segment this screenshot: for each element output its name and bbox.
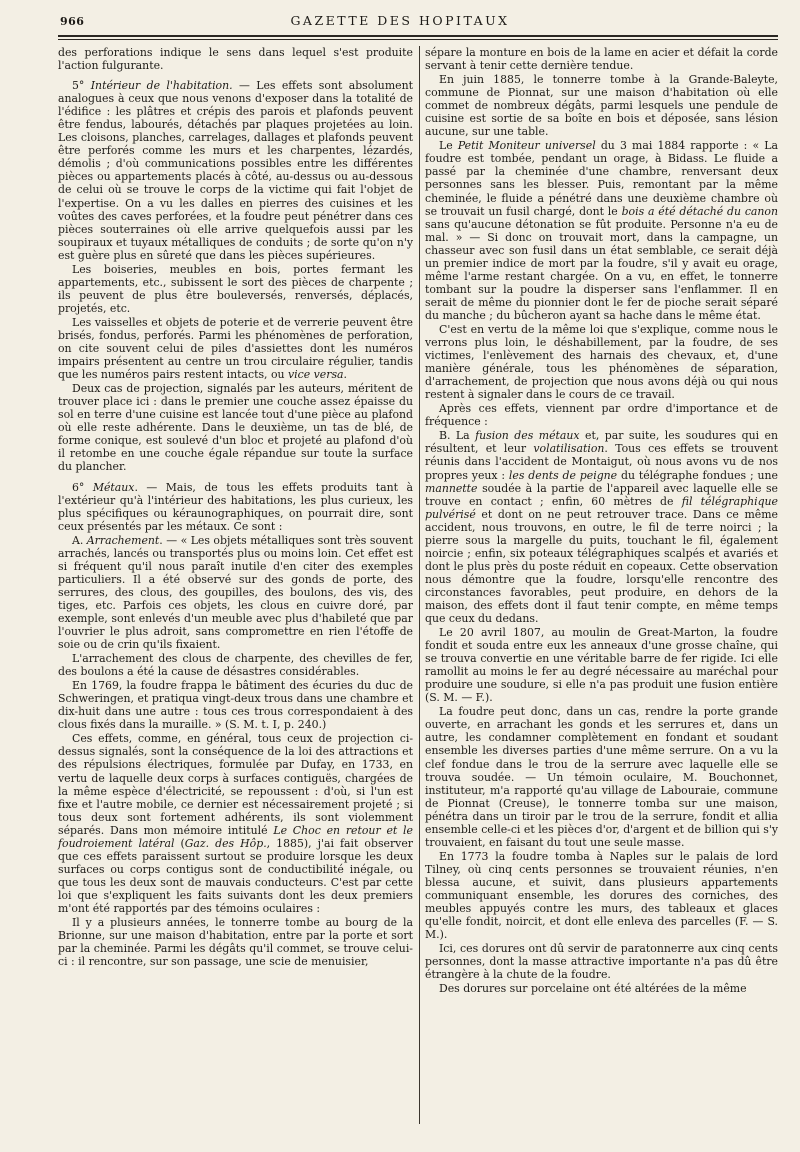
paragraph-text: soudée à la partie de l'appareil avec laquelle elle se trouve en contact ; enfin, 60 mètres de	[425, 481, 778, 508]
paragraph	[58, 534, 413, 651]
subsection-title: Arrachement	[86, 533, 160, 547]
paragraph	[425, 139, 778, 322]
section-title: Intérieur de l'habitation.	[90, 79, 233, 93]
paragraph-text: (	[174, 836, 185, 850]
header-rule	[58, 35, 778, 40]
paragraph	[58, 79, 413, 262]
right-column	[425, 46, 778, 996]
paragraph: La foudre peut donc, dans un cas, rendre la porte grande ouverte, en arrachant les gonds et les serrures et, dans un autre, les condamner complètement en fondant et soudant ensemble les diverses parties d'une même serrure. On a vu la clef fondue dans le trou de la serrure avec laquelle elle se trouva soudée. — Un témoin oculaire, M. Bouchonnet, instituteur, m'a rapporté qu'au village de Labouraie, commune de Pionnat (Creuse), le tonnerre tomba sur une maison, pénétra dans un tiroir par le trou de la serrure, fondit et allia ensemble celle-ci et les pièces d'or, d'argent et de billion qui s'y trouvaient, en faisant du tout une seule masse.	[425, 705, 778, 849]
paragraph-text: — Les effets sont absolument analogues à ceux que nous venons d'exposer dans la totalité de l'édifice : les plâtres et crépis des parois et plafonds peuvent être fendus, labourés, détachés par plaques projetées au loin. Les cloisons, planches, carrelages, dallages et plafonds peuvent être perforés comme les murs et les charpentes, lézardés, démolis ; d'où communications possibles entre les différentes pièces ou appartements placés à côté, au-dessus ou au-dessous de celui où se trouve le corps de la victime qui fait l'objet de l'expertise. On a vu les dalles en pierres des cuisines et les voûtes des caves perforées, et la foudre peut pénétrer dans ces pièces souterraines où elle arrive quelquefois aussi par les soupiraux et tuyaux métalliques de conduits ; de sorte qu'on n'y est guère plus en sûreté que dans les pièces supérieures.	[58, 79, 413, 262]
paragraph: Il y a plusieurs années, le tonnerre tombe au bourg de la Brionne, sur une maison d'habitation, entre par la porte et sort par la cheminée. Parmi les dégâts qu'il commet, se trouve celui-ci : il rencontre, sur son passage, une scie de menuisier,	[58, 916, 413, 969]
paragraph: Ici, ces dorures ont dû servir de paratonnerre aux cinq cents personnes, dont la masse attractive importante n'a pas dû être étrangère à la chute de la foudre.	[425, 942, 778, 982]
subsection-letter: A.	[72, 533, 87, 547]
paragraph-text: du 3 mai 1884 rapporte : « La foudre est tombée, pendant un orage, à Bidass. Le fluide a passé par la cheminée d'une chambre, renversant deux personnes sans les blesser. Puis, remontant par la même cheminée, le fluide a pénétré dans une deuxième chambre où se trouvait un fusil chargé, dont le	[425, 139, 778, 218]
running-title: GAZETTE DES HOPITAUX	[290, 13, 510, 28]
paragraph: En juin 1885, le tonnerre tombe à la Grande-Baleyte, commune de Pionnat, sur une maison d'habitation où elle commet de nombreux dégâts, parmi lesquels une pendule de cuisine est sortie de sa boîte en bois et déposée, sans lésion aucune, sur une table.	[425, 73, 778, 139]
subsection-letter: B. La	[439, 429, 476, 443]
emphasis: vice versa	[288, 368, 344, 382]
paragraph: sépare la monture en bois de la lame en acier et défait la corde servant à tenir cette dernière tendue.	[425, 46, 778, 73]
section-title: Métaux	[92, 480, 135, 494]
paragraph-text: Les vaisselles et objets de poterie et de verrerie peuvent être brisés, fondus, perforés. Parmi les phénomènes de perforation, on cite souvent celui de piles d'assiettes dont les numéros impairs présentent au centre un trou circulaire régulier, tandis que les numéros pairs restent intacts, ou	[58, 315, 413, 382]
paragraph: des perforations indique le sens dans lequel s'est produite l'action fulgurante.	[58, 46, 413, 73]
subsection-title: fusion des métaux	[475, 429, 580, 443]
paragraph: Des dorures sur porcelaine ont été altérées de la même	[439, 982, 747, 996]
paragraph: En 1769, la foudre frappa le bâtiment des écuries du duc de Schweringen, et pratiqua vingt-deux trous dans une chambre et dix-huit dans une autre : tous ces trous correspondaient à des clous fixés dans la muraille. » (S. M. t. I, p. 240.)	[58, 679, 413, 732]
paragraph	[58, 481, 413, 533]
paragraph-text: sans qu'aucune détonation se fût produite. Personne n'a eu de mal. » — Si donc on trouvait mort, dans la campagne, un chasseur avec son fusil dans un état semblable, ce serait déjà un premier indice de mort par la foudre, s'il y avait eu orage, même l'arme restant chargée. On a vu, en effet, le tonnerre tombant sur la poudre la disperser sans l'enflammer. Il en serait de même du pionnier dont le fer de pioche serait séparé du manche ; du bûcheron ayant sa hache dans le même état.	[425, 217, 778, 322]
paragraph: En 1773 la foudre tomba à Naples sur le palais de lord Tilney, où cinq cents personnes se trouvaient réunies, n'en blessa aucune, et suivit, dans plusieurs appartements communiquant ensemble, les dorures des corniches, des meubles appuyés contre les murs, des tableaux et glaces qu'elle fondit, noircit, et dont elle enleva des parcelles (F. — S. M.).	[425, 849, 778, 942]
paragraph-text: .	[343, 368, 347, 382]
paragraph-text: . Tous ces effets se trouvent réunis dans l'accident de Montaigut, où nous avons vu de nos propres yeux :	[425, 442, 778, 482]
paragraph: Les boiseries, meubles en bois, portes fermant les appartements, etc., subissent le sort des pièces de charpente ; ils peuvent de plus être bouleversés, renversés, déplacés, projetés, etc.	[58, 262, 413, 315]
paragraph: L'arrachement des clous de charpente, des chevilles de fer, des boulons a été la cause de désastres considérables.	[58, 652, 413, 679]
cited-journal: Gaz. des Hôp.	[184, 836, 267, 850]
paragraph	[58, 316, 413, 381]
paragraph: C'est en vertu de la même loi que s'explique, comme nous le verrons plus loin, le déshabillement, par la foudre, de ses victimes, l'enlèvement des harnais des chevaux, et, d'une manière générale, tous les phénomènes de séparation, d'arrachement, de projection que nous avons déjà ou qui nous restent à signaler dans le cours de ce travail.	[425, 322, 778, 402]
emphasis: les dents de peigne	[508, 468, 618, 482]
paragraph-text: et, par suite, les soudures qui en résultent, et leur	[425, 429, 778, 456]
cited-newspaper: Petit Moniteur universel	[457, 139, 596, 153]
paragraph	[425, 429, 778, 625]
paragraph-text: Ces effets, comme, en général, tous ceux de projection ci-dessus signalés, sont la conséquence de la loi des attractions et des répulsions électriques, formulée par Dufay, en 1733, en vertu de laquelle deux corps à surfaces contiguës, chargées de la même espèce d'électricité, se repoussent : d'où, si l'un est fixe et l'autre mobile, ce dernier est nécessairement projeté ; si tous deux sont fortement adhérents, ils sont violemment séparés. Dans mon mémoire intitulé	[58, 732, 413, 837]
emphasis: fil télégraphique pulvérisé	[425, 494, 778, 521]
paragraph-text: . — « Les objets métalliques sont très souvent arrachés, lancés ou transportés plus ou moins loin. Cet effet est si fréquent qu'il nous paraît inutile d'en citer des exemples particuliers. Il a été observé sur des gonds de porte, des serrures, des clous, des goupilles, des boulons, des vis, des tiges, etc. Parfois ces objets, les clous en cuivre doré, par exemple, sont enlevés d'un meuble avec plus d'habileté que par l'ouvrier le plus adroit, sans compromettre en rien l'étoffe de soie ou de crin qu'ils fixaient.	[58, 533, 413, 652]
paragraph	[58, 732, 413, 915]
emphasis: volatilisation	[533, 442, 605, 456]
paragraph: Le 20 avril 1807, au moulin de Great-Marton, la foudre fondit et souda entre eux les anneaux d'une grosse chaîne, qui se trouva convertie en une véritable barre de fer rigide. Ici elle ramollit au moins le fer au degré nécessaire au maréchal pour produire une soudure, si elle n'a pas produit une fusion entière (S. M. — F.).	[425, 626, 778, 705]
paragraph: Après ces effets, viennent par ordre d'importance et de fréquence :	[425, 402, 778, 429]
paragraph-text: du télégraphe fondues ; une	[617, 468, 778, 482]
page-number: 966	[60, 15, 85, 28]
paragraph: Deux cas de projection, signalés par les auteurs, méritent de trouver place ici : dans le premier une couche assez épaisse du sol en terre d'une cuisine est lancée tout d'une pièce au plafond où elle reste adhérente. Dans le deuxième, un tas de blé, de forme conique, est soulevé d'un bloc et projeté au plafond d'où il retombe en une couche égale répandue sur toute la surface du plancher.	[58, 382, 413, 474]
paragraph-text: Le	[439, 139, 458, 153]
column-divider	[419, 46, 420, 1124]
cited-title: Le Choc en retour et le foudroiement latéral	[58, 823, 413, 850]
emphasis: mannette	[425, 481, 478, 495]
paragraph-text: . — Mais, de tous les effets produits tant à l'extérieur qu'à l'intérieur des habitations, les plus curieux, les plus spécifiques ou kéraunographiques, on pourrait dire, sont ceux présentés par les métaux. Ce sont :	[58, 480, 413, 533]
emphasis: bois a été détaché du canon	[621, 204, 778, 218]
section-number: 5°	[72, 79, 91, 93]
left-column	[58, 46, 413, 969]
paragraph-text: et dont on ne peut retrouver trace. Dans ce même accident, nous trouvons, en outre, le fil de terre noirci ; la pierre sous la margelle du puits, touchant le fil, également noircie ; enfin, six poteaux télégraphiques scalpés et avariés et dont le plus près du poste réduit en copeaux. Cette observation nous démontre que la foudre, lorsqu'elle rencontre des circonstances favorables, peut produire, en dehors de la maison, des effets dont il faut tenir compte, en même temps que ceux du dedans.	[425, 507, 778, 626]
section-number: 6°	[72, 480, 93, 494]
paragraph-text: , 1885), j'ai fait observer que ces effets paraissent surtout se produire lorsque les deux surfaces ou corps contigus sont de conductibilité inégale, ou que tous les deux sont de mauvais conducteurs. C'est par cette loi que s'expliquent les faits suivants dont les deux premiers m'ont été rapportés par des témoins oculaires :	[58, 836, 413, 915]
